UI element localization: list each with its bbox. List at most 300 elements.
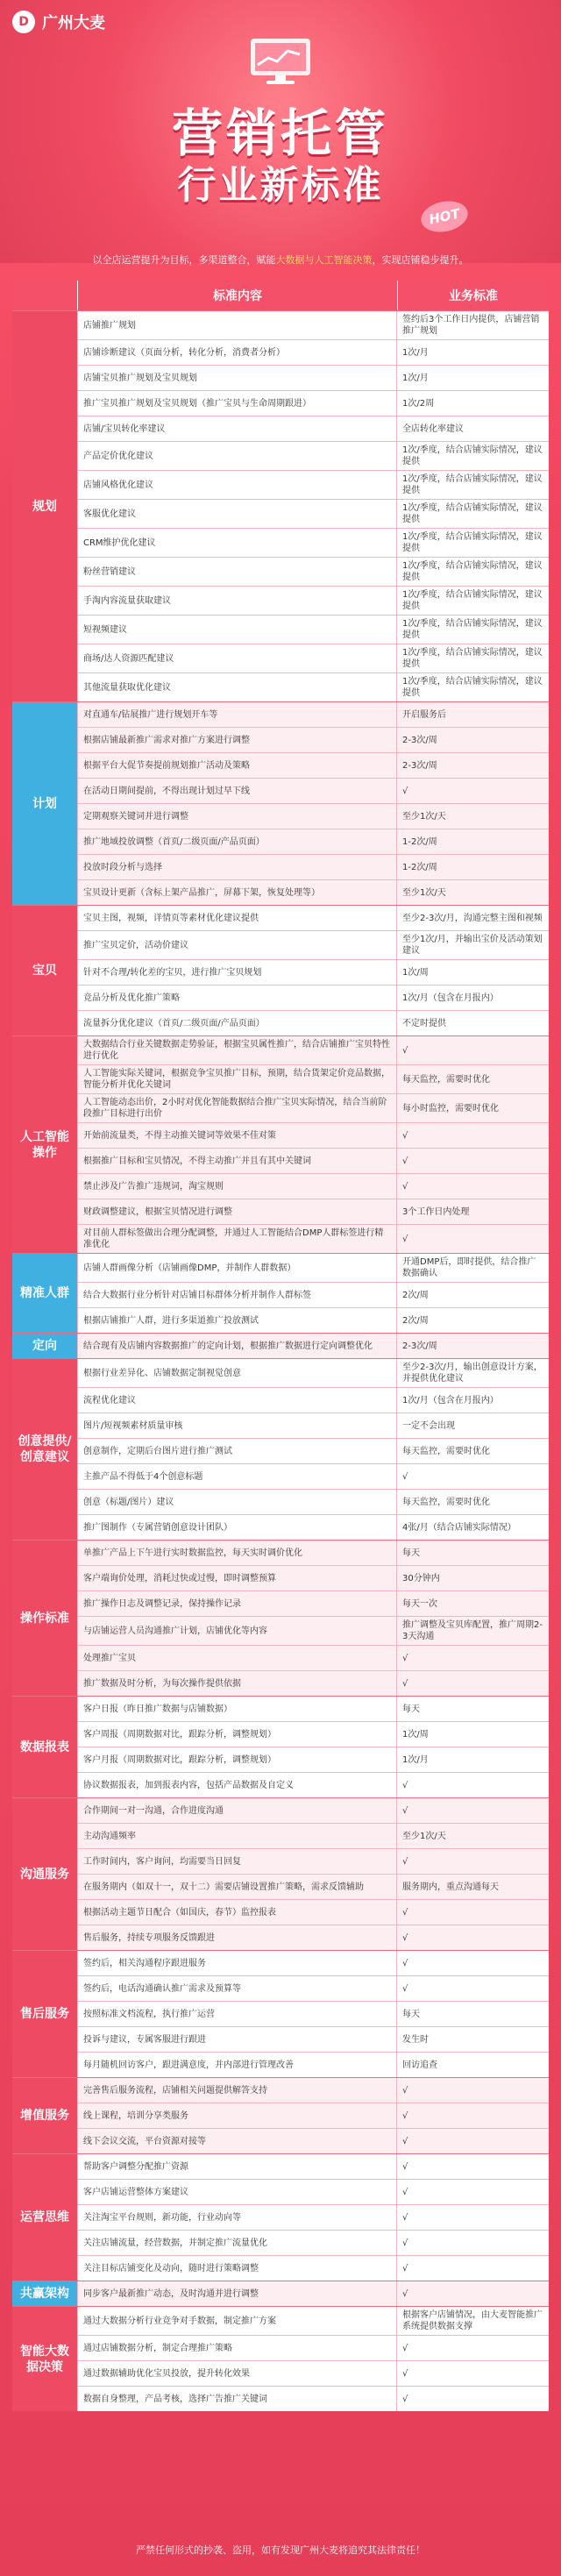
row-requirement: 1-2次/周 — [396, 829, 549, 854]
table-row — [77, 644, 549, 673]
section-rows — [77, 1036, 549, 1253]
row-requirement: 每天 — [396, 1541, 549, 1565]
table-row — [77, 340, 549, 366]
row-requirement: 每天 — [396, 1697, 549, 1721]
row-content: 定期观察关键词并进行调整 — [77, 804, 396, 829]
row-requirement: 1次/月 — [396, 340, 549, 365]
category-label: 规划 — [12, 311, 77, 701]
table-row — [77, 804, 549, 829]
table-row — [77, 587, 549, 616]
table-row — [77, 558, 549, 587]
row-requirement: 至少1次/天 — [396, 804, 549, 829]
intro-before: 以全店运营提升为目标，多渠道整合，赋能 — [92, 254, 276, 266]
row-content: 根据店铺最新推广需求对推广方案进行调整 — [77, 728, 396, 752]
section-rows — [77, 2078, 549, 2153]
table-row — [77, 1094, 549, 1123]
table-row — [77, 1283, 549, 1308]
row-requirement: √ — [396, 1036, 549, 1064]
row-content: 主动沟通频率 — [77, 1824, 396, 1848]
table-body — [12, 310, 549, 2411]
row-content: 工作时间内，客户询问，均需要当日回复 — [77, 1849, 396, 1874]
table-row — [77, 779, 549, 804]
logo-text: 广州大麦 — [42, 14, 105, 32]
row-content: 与店铺运营人员沟通推广计划，店铺优化等内容 — [77, 1617, 396, 1645]
table-row — [77, 2281, 549, 2306]
table-row — [77, 1900, 549, 1925]
row-requirement: √ — [396, 779, 549, 803]
table-row — [77, 1490, 549, 1515]
section-rows — [77, 2307, 549, 2411]
row-content: 完善售后服务流程，店铺相关问题提供解答支持 — [77, 2078, 396, 2103]
table-section — [12, 1696, 549, 1797]
row-content: 禁止涉及广告推广违规词，淘宝规则 — [77, 1174, 396, 1199]
row-content: 店铺推广规划 — [77, 311, 396, 339]
table-row — [77, 2205, 549, 2231]
section-rows — [77, 2281, 549, 2306]
row-requirement: √ — [396, 1149, 549, 1173]
row-requirement: √ — [396, 1464, 549, 1489]
table-section — [12, 1540, 549, 1696]
row-content: 协议数据报表，加到报表内容，包括产品数据及自定义 — [77, 1773, 396, 1797]
row-requirement: 2-3次/周 — [396, 753, 549, 778]
row-content: 推广地域投放调整（首页/二级页面/产品页面） — [77, 829, 396, 854]
row-content: 粉丝营销建议 — [77, 558, 396, 586]
hot-badge: HOT — [418, 197, 471, 236]
table-row — [77, 753, 549, 779]
table-section — [12, 2153, 549, 2281]
row-content: 推广数据及时分析，为每次操作提供依据 — [77, 1671, 396, 1696]
row-requirement: √ — [396, 1773, 549, 1797]
row-content: 单推广产品上下午进行实时数据监控，每天实时调价优化 — [77, 1541, 396, 1565]
table-row — [77, 1464, 549, 1490]
table-row — [77, 500, 549, 529]
row-requirement: √ — [396, 2129, 549, 2153]
table-row — [77, 2027, 549, 2053]
row-requirement: √ — [396, 2231, 549, 2255]
row-content: 产品定价优化建议 — [77, 442, 396, 470]
category-label: 计划 — [12, 702, 77, 905]
row-requirement: 1次/季度，结合店铺实际情况，建议提供 — [396, 529, 549, 557]
row-content: 客户月报（周期数据对比，跟踪分析，调整规划） — [77, 1747, 396, 1772]
row-content: 通过大数据分析行业竞争对手数据，制定推广方案 — [77, 2307, 396, 2335]
category-label: 数据报表 — [12, 1697, 77, 1797]
brand-logo[interactable] — [12, 11, 105, 33]
row-content: 店铺/宝贝转化率建议 — [77, 416, 396, 441]
row-content: 开始前流量类，不得主动推关键词等效果不佳对策 — [77, 1123, 396, 1148]
row-content: 根据平台大促节奏提前规划推广活动及策略 — [77, 753, 396, 778]
row-requirement: 1次/2周 — [396, 391, 549, 416]
row-content: 结合现有及店铺内容数据推广的定向计划，根据推广数据进行定向调整优化 — [77, 1334, 396, 1358]
row-requirement: 1次/月 — [396, 366, 549, 390]
row-requirement: 1次/月（包含在月报内） — [396, 986, 549, 1010]
row-requirement: √ — [396, 1123, 549, 1148]
row-content: 签约后，相关沟通程序跟进服务 — [77, 1951, 396, 1975]
row-content: 关注淘宝平台规则，新功能，行业动向等 — [77, 2205, 396, 2230]
row-requirement: 一定不会出现 — [396, 1413, 549, 1438]
row-requirement: 每天监控，需要时优化 — [396, 1065, 549, 1093]
row-content: 创意（标题/图片）建议 — [77, 1490, 396, 1514]
row-content: 创意制作，定期后台图片进行推广测试 — [77, 1439, 396, 1463]
row-requirement: 1次/季度，结合店铺实际情况，建议提供 — [396, 673, 549, 701]
category-label: 精准人群 — [12, 1254, 77, 1333]
row-requirement: 1次/周 — [396, 960, 549, 985]
row-requirement: 3个工作日内处理 — [396, 1199, 549, 1224]
row-requirement: 全店转化率建议 — [396, 416, 549, 441]
row-requirement: 至少2-3次/月，输出创意设计方案，并提供优化建议 — [396, 1359, 549, 1387]
category-label: 宝贝 — [12, 906, 77, 1035]
table-row — [77, 931, 549, 960]
section-rows — [77, 1697, 549, 1797]
row-content: 推广宝贝定价，活动价建议 — [77, 931, 396, 959]
row-requirement: 2次/周 — [396, 1308, 549, 1333]
row-content: 结合大数据行业分析针对店铺目标群体分析并制作人群标签 — [77, 1283, 396, 1307]
row-content: 客户端询价处理，消耗过快或过慢，即时调整预算 — [77, 1566, 396, 1590]
logo-icon: D — [12, 11, 35, 33]
row-content: 商场/达人资源匹配建议 — [77, 644, 396, 672]
intro-highlight: 大数据与人工智能决策 — [275, 254, 373, 266]
monitor-chart-icon — [245, 35, 316, 86]
table-section — [12, 701, 549, 905]
row-requirement: 至少1次/天 — [396, 880, 549, 905]
row-content: 手淘内容流量获取建议 — [77, 587, 396, 615]
table-row — [77, 906, 549, 931]
row-requirement: 不定时提供 — [396, 1011, 549, 1035]
table-row — [77, 1388, 549, 1413]
table-row — [77, 1773, 549, 1797]
row-content: 店铺风格优化建议 — [77, 471, 396, 499]
row-content: 在活动日期间提前，不得出现计划过早下线 — [77, 779, 396, 803]
row-requirement: 1次/周 — [396, 1722, 549, 1747]
row-content: 线上课程，培训分享类服务 — [77, 2103, 396, 2128]
table-row — [77, 1225, 549, 1253]
table-section — [12, 1253, 549, 1333]
row-requirement: √ — [396, 1646, 549, 1670]
row-content: 流程优化建议 — [77, 1388, 396, 1413]
table-section — [12, 1333, 549, 1358]
table-row — [77, 1824, 549, 1849]
category-label: 沟通服务 — [12, 1798, 77, 1950]
row-requirement: 开启服务后 — [396, 702, 549, 727]
row-content: 在服务期内（如双十一，双十二）需要店铺设置推广策略，需求反馈辅助 — [77, 1875, 396, 1899]
table-row — [77, 728, 549, 753]
row-requirement: 2次/周 — [396, 1283, 549, 1307]
category-label: 定向 — [12, 1334, 77, 1358]
row-content: 流量拆分优化建议（首页/二级页面/产品页面） — [77, 1011, 396, 1035]
table-row — [77, 880, 549, 905]
hero-header — [0, 0, 561, 266]
row-content: 每月随机回访客户，跟进满意度，并内部进行管理改善 — [77, 2053, 396, 2077]
standards-table — [12, 281, 549, 2411]
row-content: 宝贝主图，视频，详情页等素材优化建议提供 — [77, 906, 396, 930]
table-row — [77, 1617, 549, 1646]
table-row — [77, 1671, 549, 1696]
row-content: 合作期间一对一沟通，合作进度沟通 — [77, 1798, 396, 1823]
row-content: 对直通车/钻展推广进行规划开车等 — [77, 702, 396, 727]
table-row — [77, 1123, 549, 1149]
table-row — [77, 1646, 549, 1671]
table-section — [12, 2306, 549, 2411]
table-row — [77, 2180, 549, 2205]
row-content: 通过店铺数据分析，制定合理推广策略 — [77, 2336, 396, 2360]
table-section — [12, 310, 549, 701]
row-requirement: 开通DMP后，即时提供，结合推广数据确认 — [396, 1254, 549, 1282]
table-row — [77, 1591, 549, 1617]
category-label: 人工智能操作 — [12, 1036, 77, 1253]
row-content: 处理推广宝贝 — [77, 1646, 396, 1670]
row-requirement: √ — [396, 1925, 549, 1950]
row-requirement: 推广调整及宝贝库配置，推广周期2-3天沟通 — [396, 1617, 549, 1645]
table-row — [77, 2154, 549, 2180]
row-requirement: 至少2-3次/月，沟通完整主图和视频 — [396, 906, 549, 930]
table-section — [12, 905, 549, 1035]
row-requirement: 4张/月（结合店铺实际情况） — [396, 1515, 549, 1540]
row-content: 通过数据辅助优化宝贝投放，提升转化效果 — [77, 2361, 396, 2386]
category-label: 创意提供/创意建议 — [12, 1359, 77, 1540]
section-rows — [77, 1951, 549, 2077]
row-content: 客户店铺运营整体方案建议 — [77, 2180, 396, 2204]
section-rows — [77, 702, 549, 905]
row-content: 根据店铺推广人群，进行多渠道推广投放测试 — [77, 1308, 396, 1333]
row-content: 客服优化建议 — [77, 500, 396, 528]
table-row — [77, 960, 549, 986]
footer-text: 严禁任何形式的抄袭、盗用，如有发现广州大麦将追究其法律责任！ — [136, 2544, 425, 2556]
table-section — [12, 1950, 549, 2077]
row-requirement: 2-3次/周 — [396, 728, 549, 752]
row-content: 线下会议交流，平台资源对接等 — [77, 2129, 396, 2153]
row-content: 对目前人群标签做出合理分配调整，并通过人工智能结合DMP人群标签进行精准优化 — [77, 1225, 396, 1253]
row-requirement: 每天监控，需要时优化 — [396, 1490, 549, 1514]
table-header — [12, 281, 549, 310]
row-content: 推广图制作（专属营销创意设计团队） — [77, 1515, 396, 1540]
table-row — [77, 2129, 549, 2153]
row-requirement: √ — [396, 2336, 549, 2360]
row-content: 推广宝贝推广规划及宝贝规划（推广宝贝与生命周期跟进） — [77, 391, 396, 416]
row-requirement: 1次/月 — [396, 1747, 549, 1772]
table-row — [77, 471, 549, 500]
row-requirement: √ — [396, 1976, 549, 2001]
table-row — [77, 529, 549, 558]
table-row — [77, 1722, 549, 1747]
row-requirement: √ — [396, 2154, 549, 2179]
row-content: 图片/短视频素材质量审核 — [77, 1413, 396, 1438]
table-row — [77, 2078, 549, 2103]
row-requirement: √ — [396, 2361, 549, 2386]
row-content: 按照标准文档流程，执行推广运营 — [77, 2002, 396, 2026]
row-content: 其他流量获取优化建议 — [77, 673, 396, 701]
section-rows — [77, 1254, 549, 1333]
table-row — [77, 2387, 549, 2411]
table-row — [77, 1011, 549, 1035]
row-requirement: 至少1次/天 — [396, 1824, 549, 1848]
row-content: 同步客户最新推广动态，及时沟通并进行调整 — [77, 2281, 396, 2306]
row-content: 签约后，电话沟通确认推广需求及预算等 — [77, 1976, 396, 2001]
table-row — [77, 1359, 549, 1388]
row-requirement: 每天监控，需要时优化 — [396, 1439, 549, 1463]
table-row — [77, 1849, 549, 1875]
row-requirement: √ — [396, 2281, 549, 2306]
row-requirement: √ — [396, 2078, 549, 2103]
table-section — [12, 1035, 549, 1253]
row-requirement: 根据客户店铺情况，由大麦智能推广系统提供数据支撑 — [396, 2307, 549, 2335]
table-row — [77, 416, 549, 442]
table-row — [77, 1149, 549, 1174]
category-label: 操作标准 — [12, 1541, 77, 1696]
row-requirement: 签约后3个工作日内提供，店铺营销推广规划 — [396, 311, 549, 339]
table-row — [77, 1199, 549, 1225]
table-row — [77, 1541, 549, 1566]
row-requirement: 1次/月（包含在月报内） — [396, 1388, 549, 1413]
row-content: 客户日报（昨日推广数据与店铺数据） — [77, 1697, 396, 1721]
row-content: 店铺宝贝推广规划及宝贝规划 — [77, 366, 396, 390]
row-content: 宝贝设计更新（含标上架产品推广，屏幕下架，恢复处理等） — [77, 880, 396, 905]
table-row — [77, 673, 549, 701]
row-content: 针对不合理/转化差的宝贝，进行推广宝贝规划 — [77, 960, 396, 985]
category-label: 运营思维 — [12, 2154, 77, 2281]
section-rows — [77, 906, 549, 1035]
table-row — [77, 1254, 549, 1283]
table-row — [77, 616, 549, 644]
row-content: 客户周报（周期数据对比，跟踪分析，调整规划） — [77, 1722, 396, 1747]
row-content: 关注目标店铺变化及动向，随时进行策略调整 — [77, 2256, 396, 2281]
table-row — [77, 2361, 549, 2387]
row-content: 短视频建议 — [77, 616, 396, 644]
table-row — [77, 2256, 549, 2281]
row-content: 根据推广目标和宝贝情况，不得主动推广并且有其中关键词 — [77, 1149, 396, 1173]
table-row — [77, 1976, 549, 2002]
table-row — [77, 1925, 549, 1950]
row-content: CRM维护优化建议 — [77, 529, 396, 557]
row-content: 人工智能实际关键词，根据竞争宝贝推广目标，预期，结合货架定价竞品数据，智能分析并优化关键词 — [77, 1065, 396, 1093]
table-row — [77, 1951, 549, 1976]
table-row — [77, 986, 549, 1011]
row-content: 主推产品不得低于4个创意标题 — [77, 1464, 396, 1489]
row-content: 投诉与建议，专属客服进行跟进 — [77, 2027, 396, 2052]
row-requirement: 回访追查 — [396, 2053, 549, 2077]
table-row — [77, 702, 549, 728]
intro-after: ，实现店铺稳步提升。 — [372, 254, 469, 266]
row-requirement: √ — [396, 1798, 549, 1823]
row-requirement: √ — [396, 1849, 549, 1874]
table-row — [77, 1413, 549, 1439]
row-requirement: 1次/季度，结合店铺实际情况，建议提供 — [396, 587, 549, 615]
intro-text — [0, 253, 561, 267]
row-content: 推广操作日志及调整记录，保持操作记录 — [77, 1591, 396, 1616]
table-row — [77, 1036, 549, 1065]
table-row — [77, 1697, 549, 1722]
row-content: 售后服务，持续专项服务反馈跟进 — [77, 1925, 396, 1950]
row-requirement: √ — [396, 2256, 549, 2281]
table-row — [77, 1875, 549, 1900]
table-section — [12, 1358, 549, 1540]
section-rows — [77, 1359, 549, 1540]
table-row — [77, 1515, 549, 1540]
row-content: 帮助客户调整分配推广资源 — [77, 2154, 396, 2179]
row-requirement: √ — [396, 1951, 549, 1975]
row-requirement: √ — [396, 2103, 549, 2128]
table-row — [77, 442, 549, 471]
row-requirement: 1次/季度，结合店铺实际情况，建议提供 — [396, 644, 549, 672]
table-row — [77, 366, 549, 391]
row-requirement: 至少1次/月，并输出宝价及活动策划建议 — [396, 931, 549, 959]
row-requirement: 1次/季度，结合店铺实际情况，建议提供 — [396, 558, 549, 586]
row-content: 投放时段分析与选择 — [77, 855, 396, 879]
table-row — [77, 2336, 549, 2361]
table-row — [77, 1174, 549, 1199]
table-row — [77, 311, 549, 340]
category-label: 共赢架构 — [12, 2281, 77, 2306]
row-content: 人工智能动态出价，2小时对优化智能数据结合推广宝贝实际情况，结合当前阶段推广目标进行出价 — [77, 1094, 396, 1122]
row-requirement: √ — [396, 1671, 549, 1696]
table-row — [77, 2002, 549, 2027]
header-content: 标准内容 — [77, 281, 397, 310]
row-requirement: √ — [396, 1900, 549, 1925]
category-label: 售后服务 — [12, 1951, 77, 2077]
table-row — [77, 1065, 549, 1094]
table-row — [77, 1334, 549, 1358]
row-requirement: √ — [396, 2205, 549, 2230]
table-row — [77, 1798, 549, 1824]
table-row — [77, 1747, 549, 1773]
row-content: 竞品分析及优化推广策略 — [77, 986, 396, 1010]
row-requirement: 2-3次/周 — [396, 1334, 549, 1358]
table-row — [77, 855, 549, 880]
table-row — [77, 2231, 549, 2256]
hero-subtitle: 行业新标准 — [177, 163, 384, 208]
row-content: 根据活动主题节日配合（如国庆，春节）监控报表 — [77, 1900, 396, 1925]
row-requirement: 每天一次 — [396, 1591, 549, 1616]
table-row — [77, 1308, 549, 1333]
row-requirement: 1次/季度，结合店铺实际情况，建议提供 — [396, 616, 549, 644]
row-requirement: 每天 — [396, 2002, 549, 2026]
table-row — [77, 2307, 549, 2336]
row-requirement: 发生时 — [396, 2027, 549, 2052]
header-requirement: 业务标准 — [397, 281, 549, 310]
category-label: 增值服务 — [12, 2078, 77, 2153]
section-rows — [77, 1798, 549, 1950]
row-content: 大数据结合行业关键数据走势验证，根据宝贝属性推广，结合店铺推广宝贝特性进行优化 — [77, 1036, 396, 1064]
table-section — [12, 1797, 549, 1950]
row-requirement: 服务期内，重点沟通每天 — [396, 1875, 549, 1899]
table-section — [12, 2077, 549, 2153]
row-requirement: 1次/季度，结合店铺实际情况，建议提供 — [396, 471, 549, 499]
table-row — [77, 391, 549, 416]
table-section — [12, 2281, 549, 2306]
row-content: 店铺人群画像分析（店铺画像DMP，并制作人群数据） — [77, 1254, 396, 1282]
section-rows — [77, 1334, 549, 1358]
row-content: 财政调整建议，根据宝贝情况进行调整 — [77, 1199, 396, 1224]
row-requirement: 30分钟内 — [396, 1566, 549, 1590]
row-content: 关注店铺流量，经营数据，并制定推广流量优化 — [77, 2231, 396, 2255]
row-requirement: 1次/季度，结合店铺实际情况，建议提供 — [396, 442, 549, 470]
category-label: 智能大数据决策 — [12, 2307, 77, 2411]
row-requirement: √ — [396, 2387, 549, 2411]
row-requirement: √ — [396, 1225, 549, 1253]
section-rows — [77, 1541, 549, 1696]
row-requirement: 1次/季度，结合店铺实际情况，建议提供 — [396, 500, 549, 528]
header-category-cell — [12, 281, 77, 310]
table-row — [77, 2103, 549, 2129]
table-row — [77, 2053, 549, 2077]
table-row — [77, 829, 549, 855]
table-row — [77, 1566, 549, 1591]
section-rows — [77, 311, 549, 701]
row-requirement: √ — [396, 1174, 549, 1199]
row-requirement: 1-2次/周 — [396, 855, 549, 879]
row-content: 店铺诊断建议（页面分析，转化分析，消费者分析） — [77, 340, 396, 365]
row-content: 数据自身整理，产品考核，选择广告推广关键词 — [77, 2387, 396, 2411]
row-requirement: √ — [396, 2180, 549, 2204]
hero-title: 营销托管 — [171, 103, 389, 163]
